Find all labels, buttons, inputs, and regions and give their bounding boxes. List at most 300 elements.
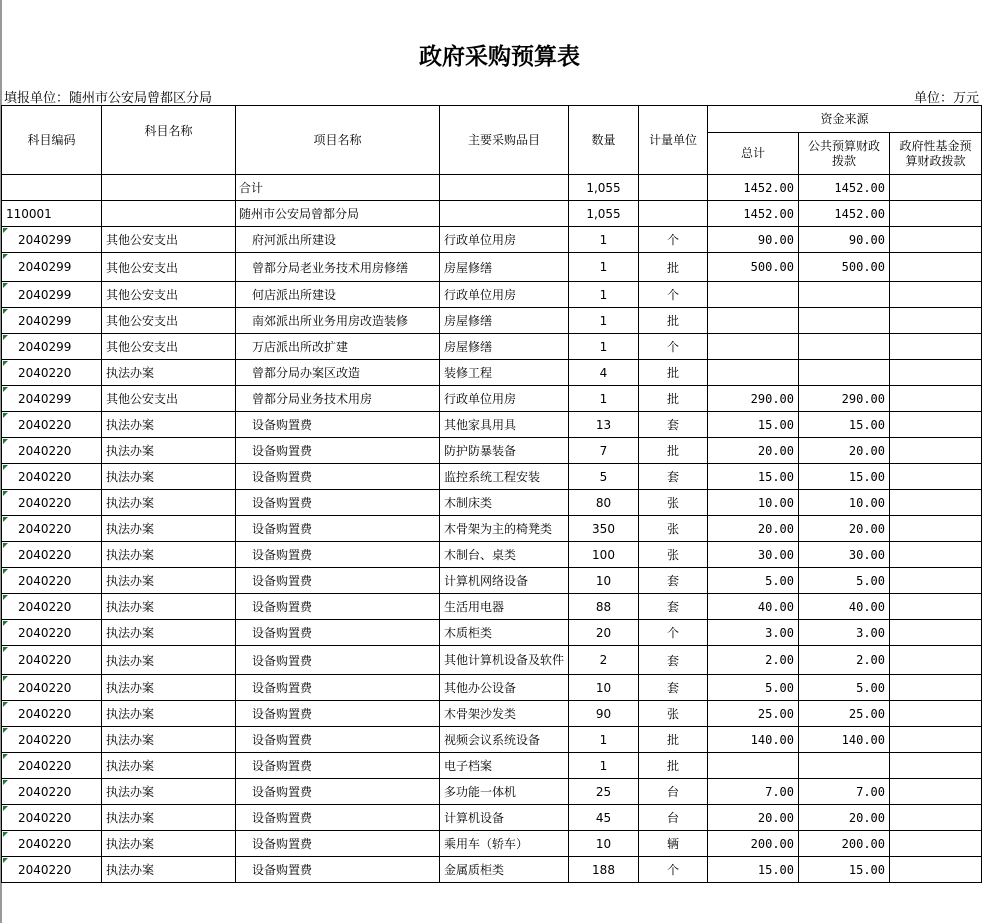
cell-subject[interactable]: 执法办案 — [102, 857, 236, 883]
cell-public-budget[interactable]: 7.00 — [799, 779, 890, 805]
budget-table — [1, 105, 982, 883]
cell-subject[interactable]: 其他公安支出 — [102, 253, 236, 282]
cell-quantity[interactable]: 2 — [569, 646, 639, 675]
cell-item[interactable]: 金属质柜类 — [440, 857, 569, 883]
cell-subject[interactable]: 其他公安支出 — [102, 386, 236, 412]
cell-unit[interactable]: 台 — [639, 779, 708, 805]
cell-item[interactable]: 行政单位用房 — [440, 227, 569, 253]
cell-project[interactable]: 设备购置费 — [236, 646, 440, 675]
cell-code[interactable]: 2040220 — [2, 701, 102, 727]
cell-total[interactable]: 20.00 — [708, 516, 799, 542]
cell-unit[interactable]: 批 — [639, 727, 708, 753]
cell-item[interactable]: 行政单位用房 — [440, 386, 569, 412]
cell-public-budget[interactable]: 1452.00 — [799, 175, 890, 201]
text-number-marker-icon — [3, 702, 8, 707]
cell-item[interactable]: 其他计算机设备及软件 — [440, 646, 569, 675]
cell-public-budget[interactable]: 20.00 — [799, 438, 890, 464]
table-row — [2, 620, 982, 646]
cell-total[interactable]: 10.00 — [708, 490, 799, 516]
cell-gov-fund-budget[interactable] — [890, 490, 982, 516]
cell-item[interactable]: 防护防暴装备 — [440, 438, 569, 464]
cell-total[interactable]: 5.00 — [708, 675, 799, 701]
cell-total[interactable] — [708, 753, 799, 779]
cell-public-budget[interactable] — [799, 334, 890, 360]
cell-unit[interactable]: 批 — [639, 438, 708, 464]
cell-item[interactable]: 木骨架沙发类 — [440, 701, 569, 727]
cell-quantity[interactable]: 10 — [569, 568, 639, 594]
cell-gov-fund-budget[interactable] — [890, 253, 982, 282]
cell-project[interactable]: 设备购置费 — [236, 490, 440, 516]
cell-code[interactable]: 2040220 — [2, 831, 102, 857]
table-row — [2, 805, 982, 831]
cell-quantity[interactable]: 1 — [569, 227, 639, 253]
cell-gov-fund-budget[interactable] — [890, 857, 982, 883]
cell-code[interactable]: 110001 — [2, 201, 102, 227]
reporting-unit-label: 填报单位：随州市公安局曾都区分局 — [4, 91, 213, 106]
table-row — [2, 201, 982, 227]
cell-total[interactable]: 30.00 — [708, 542, 799, 568]
cell-gov-fund-budget[interactable] — [890, 594, 982, 620]
text-number-marker-icon — [3, 780, 8, 785]
cell-gov-fund-budget[interactable] — [890, 464, 982, 490]
cell-total[interactable]: 200.00 — [708, 831, 799, 857]
text-number-marker-icon — [3, 361, 8, 366]
cell-project[interactable]: 曾都分局老业务技术用房修缮 — [236, 253, 440, 282]
cell-gov-fund-budget[interactable] — [890, 201, 982, 227]
cell-project[interactable]: 设备购置费 — [236, 675, 440, 701]
cell-public-budget[interactable]: 2.00 — [799, 646, 890, 675]
cell-project[interactable]: 曾都分局业务技术用房 — [236, 386, 440, 412]
cell-item[interactable]: 多功能一体机 — [440, 779, 569, 805]
cell-subject[interactable]: 执法办案 — [102, 464, 236, 490]
cell-project[interactable]: 设备购置费 — [236, 438, 440, 464]
cell-item[interactable]: 计算机设备 — [440, 805, 569, 831]
cell-unit[interactable]: 张 — [639, 701, 708, 727]
cell-gov-fund-budget[interactable] — [890, 282, 982, 308]
cell-project[interactable]: 设备购置费 — [236, 727, 440, 753]
table-row — [2, 646, 982, 675]
header-project: 项目名称 — [236, 106, 440, 175]
cell-total[interactable]: 40.00 — [708, 594, 799, 620]
cell-unit[interactable]: 个 — [639, 857, 708, 883]
cell-gov-fund-budget[interactable] — [890, 831, 982, 857]
cell-public-budget[interactable] — [799, 282, 890, 308]
cell-project[interactable]: 设备购置费 — [236, 831, 440, 857]
cell-total[interactable]: 15.00 — [708, 857, 799, 883]
cell-public-budget[interactable]: 40.00 — [799, 594, 890, 620]
table-row — [2, 831, 982, 857]
cell-quantity[interactable]: 1 — [569, 753, 639, 779]
cell-item[interactable]: 生活用电器 — [440, 594, 569, 620]
table-row — [2, 360, 982, 386]
cell-unit[interactable]: 套 — [639, 568, 708, 594]
cell-public-budget[interactable]: 20.00 — [799, 805, 890, 831]
cell-project[interactable]: 随州市公安局曾都分局 — [236, 201, 440, 227]
cell-gov-fund-budget[interactable] — [890, 386, 982, 412]
table-row — [2, 175, 982, 201]
cell-quantity[interactable]: 80 — [569, 490, 639, 516]
cell-public-budget[interactable]: 5.00 — [799, 675, 890, 701]
cell-subject[interactable]: 执法办案 — [102, 646, 236, 675]
cell-total[interactable]: 1452.00 — [708, 175, 799, 201]
cell-public-budget[interactable]: 10.00 — [799, 490, 890, 516]
table-row — [2, 516, 982, 542]
cell-total[interactable]: 3.00 — [708, 620, 799, 646]
text-number-marker-icon — [3, 676, 8, 681]
text-number-marker-icon — [3, 309, 8, 314]
cell-total[interactable]: 25.00 — [708, 701, 799, 727]
cell-project[interactable]: 曾都分局办案区改造 — [236, 360, 440, 386]
cell-quantity[interactable]: 13 — [569, 412, 639, 438]
cell-code[interactable]: 2040220 — [2, 360, 102, 386]
cell-project[interactable]: 合计 — [236, 175, 440, 201]
cell-subject[interactable]: 执法办案 — [102, 753, 236, 779]
cell-code[interactable]: 2040220 — [2, 568, 102, 594]
cell-subject[interactable]: 其他公安支出 — [102, 334, 236, 360]
header-item: 主要采购品目 — [440, 106, 569, 175]
cell-unit[interactable]: 批 — [639, 253, 708, 282]
cell-project[interactable]: 设备购置费 — [236, 805, 440, 831]
cell-unit[interactable]: 个 — [639, 334, 708, 360]
cell-item[interactable]: 其他家具用具 — [440, 412, 569, 438]
cell-public-budget[interactable]: 1452.00 — [799, 201, 890, 227]
table-row — [2, 779, 982, 805]
cell-quantity[interactable]: 350 — [569, 516, 639, 542]
cell-quantity[interactable]: 10 — [569, 831, 639, 857]
cell-subject[interactable]: 执法办案 — [102, 727, 236, 753]
cell-gov-fund-budget[interactable] — [890, 805, 982, 831]
cell-quantity[interactable]: 1 — [569, 282, 639, 308]
table-row — [2, 568, 982, 594]
cell-item[interactable]: 电子档案 — [440, 753, 569, 779]
cell-quantity[interactable]: 1 — [569, 727, 639, 753]
cell-total[interactable]: 20.00 — [708, 438, 799, 464]
cell-total[interactable]: 90.00 — [708, 227, 799, 253]
cell-item[interactable]: 木骨架为主的椅凳类 — [440, 516, 569, 542]
cell-project[interactable]: 设备购置费 — [236, 857, 440, 883]
cell-gov-fund-budget[interactable] — [890, 175, 982, 201]
cell-subject[interactable]: 执法办案 — [102, 568, 236, 594]
table-row — [2, 857, 982, 883]
cell-public-budget[interactable]: 140.00 — [799, 727, 890, 753]
cell-subject[interactable]: 其他公安支出 — [102, 282, 236, 308]
cell-total[interactable]: 15.00 — [708, 412, 799, 438]
cell-project[interactable]: 设备购置费 — [236, 753, 440, 779]
cell-gov-fund-budget[interactable] — [890, 227, 982, 253]
table-row — [2, 282, 982, 308]
cell-total[interactable]: 15.00 — [708, 464, 799, 490]
cell-subject[interactable]: 执法办案 — [102, 594, 236, 620]
cell-item[interactable] — [440, 201, 569, 227]
cell-code[interactable] — [2, 175, 102, 201]
cell-code[interactable]: 2040299 — [2, 334, 102, 360]
cell-unit[interactable]: 套 — [639, 675, 708, 701]
cell-project[interactable]: 设备购置费 — [236, 594, 440, 620]
table-row — [2, 253, 982, 282]
cell-code[interactable]: 2040220 — [2, 675, 102, 701]
cell-item[interactable]: 木制台、桌类 — [440, 542, 569, 568]
cell-code[interactable]: 2040299 — [2, 386, 102, 412]
cell-total[interactable]: 500.00 — [708, 253, 799, 282]
table-row — [2, 334, 982, 360]
cell-public-budget[interactable] — [799, 308, 890, 334]
cell-quantity[interactable]: 100 — [569, 542, 639, 568]
table-row — [2, 675, 982, 701]
cell-unit[interactable] — [639, 175, 708, 201]
cell-subject[interactable]: 执法办案 — [102, 490, 236, 516]
cell-gov-fund-budget[interactable] — [890, 620, 982, 646]
header-fund-source: 资金来源 — [708, 106, 982, 133]
cell-total[interactable]: 290.00 — [708, 386, 799, 412]
cell-subject[interactable] — [102, 201, 236, 227]
cell-item[interactable]: 装修工程 — [440, 360, 569, 386]
cell-project[interactable]: 府河派出所建设 — [236, 227, 440, 253]
text-number-marker-icon — [3, 335, 8, 340]
cell-unit[interactable]: 个 — [639, 227, 708, 253]
header-subject: 科目名称 — [102, 106, 236, 175]
page-title: 政府采购预算表 — [419, 43, 580, 70]
header-public-budget: 公共预算财政拨款 — [799, 133, 890, 175]
cell-quantity[interactable]: 1 — [569, 253, 639, 282]
cell-unit[interactable]: 批 — [639, 386, 708, 412]
text-number-marker-icon — [3, 621, 8, 626]
cell-total[interactable]: 5.00 — [708, 568, 799, 594]
cell-public-budget[interactable]: 20.00 — [799, 516, 890, 542]
cell-quantity[interactable]: 1,055 — [569, 201, 639, 227]
text-number-marker-icon — [3, 387, 8, 392]
cell-gov-fund-budget[interactable] — [890, 438, 982, 464]
cell-total[interactable] — [708, 308, 799, 334]
cell-code[interactable]: 2040220 — [2, 594, 102, 620]
cell-quantity[interactable]: 1 — [569, 334, 639, 360]
cell-subject[interactable]: 执法办案 — [102, 779, 236, 805]
cell-subject[interactable]: 其他公安支出 — [102, 227, 236, 253]
text-number-marker-icon — [3, 413, 8, 418]
cell-public-budget[interactable]: 500.00 — [799, 253, 890, 282]
cell-code[interactable]: 2040220 — [2, 438, 102, 464]
cell-public-budget[interactable] — [799, 360, 890, 386]
cell-item[interactable]: 其他办公设备 — [440, 675, 569, 701]
cell-code[interactable]: 2040220 — [2, 779, 102, 805]
cell-total[interactable]: 1452.00 — [708, 201, 799, 227]
text-number-marker-icon — [3, 228, 8, 233]
cell-item[interactable]: 乘用车（轿车） — [440, 831, 569, 857]
cell-public-budget[interactable]: 90.00 — [799, 227, 890, 253]
cell-quantity[interactable]: 10 — [569, 675, 639, 701]
text-number-marker-icon — [3, 283, 8, 288]
cell-public-budget[interactable]: 15.00 — [799, 464, 890, 490]
cell-unit[interactable]: 张 — [639, 516, 708, 542]
cell-unit[interactable]: 套 — [639, 646, 708, 675]
cell-code[interactable]: 2040299 — [2, 282, 102, 308]
cell-item[interactable]: 行政单位用房 — [440, 282, 569, 308]
cell-project[interactable]: 设备购置费 — [236, 701, 440, 727]
cell-item[interactable]: 视频会议系统设备 — [440, 727, 569, 753]
cell-gov-fund-budget[interactable] — [890, 568, 982, 594]
cell-total[interactable] — [708, 282, 799, 308]
cell-project[interactable]: 设备购置费 — [236, 542, 440, 568]
cell-gov-fund-budget[interactable] — [890, 334, 982, 360]
cell-item[interactable]: 木质柜类 — [440, 620, 569, 646]
cell-subject[interactable]: 执法办案 — [102, 412, 236, 438]
cell-subject[interactable] — [102, 175, 236, 201]
table-row — [2, 386, 982, 412]
cell-subject[interactable]: 执法办案 — [102, 516, 236, 542]
table-row — [2, 412, 982, 438]
text-number-marker-icon — [3, 728, 8, 733]
cell-public-budget[interactable]: 15.00 — [799, 857, 890, 883]
cell-project[interactable]: 设备购置费 — [236, 620, 440, 646]
cell-public-budget[interactable]: 5.00 — [799, 568, 890, 594]
cell-unit[interactable]: 张 — [639, 542, 708, 568]
cell-unit[interactable]: 批 — [639, 753, 708, 779]
cell-item[interactable]: 计算机网络设备 — [440, 568, 569, 594]
cell-quantity[interactable]: 1 — [569, 308, 639, 334]
cell-code[interactable]: 2040220 — [2, 542, 102, 568]
cell-unit[interactable]: 批 — [639, 360, 708, 386]
cell-quantity[interactable]: 188 — [569, 857, 639, 883]
cell-item[interactable]: 房屋修缮 — [440, 253, 569, 282]
cell-subject[interactable]: 执法办案 — [102, 620, 236, 646]
table-row — [2, 227, 982, 253]
cell-quantity[interactable]: 25 — [569, 779, 639, 805]
cell-total[interactable]: 20.00 — [708, 805, 799, 831]
cell-subject[interactable]: 执法办案 — [102, 542, 236, 568]
cell-code[interactable]: 2040220 — [2, 490, 102, 516]
cell-code[interactable]: 2040220 — [2, 727, 102, 753]
cell-code[interactable]: 2040220 — [2, 412, 102, 438]
cell-total[interactable] — [708, 360, 799, 386]
cell-public-budget[interactable]: 15.00 — [799, 412, 890, 438]
cell-unit[interactable]: 个 — [639, 282, 708, 308]
cell-item[interactable] — [440, 175, 569, 201]
cell-subject[interactable]: 执法办案 — [102, 675, 236, 701]
table-row — [2, 490, 982, 516]
cell-quantity[interactable]: 20 — [569, 620, 639, 646]
cell-code[interactable]: 2040299 — [2, 253, 102, 282]
cell-public-budget[interactable]: 290.00 — [799, 386, 890, 412]
cell-project[interactable]: 设备购置费 — [236, 568, 440, 594]
cell-unit[interactable]: 套 — [639, 464, 708, 490]
cell-project[interactable]: 设备购置费 — [236, 464, 440, 490]
text-number-marker-icon — [3, 832, 8, 837]
cell-item[interactable]: 房屋修缮 — [440, 334, 569, 360]
cell-unit[interactable]: 套 — [639, 594, 708, 620]
cell-project[interactable]: 设备购置费 — [236, 516, 440, 542]
cell-gov-fund-budget[interactable] — [890, 412, 982, 438]
cell-gov-fund-budget[interactable] — [890, 675, 982, 701]
cell-subject[interactable]: 执法办案 — [102, 360, 236, 386]
text-number-marker-icon — [3, 254, 8, 259]
cell-unit[interactable]: 个 — [639, 620, 708, 646]
cell-code[interactable]: 2040220 — [2, 620, 102, 646]
cell-total[interactable] — [708, 334, 799, 360]
cell-code[interactable]: 2040220 — [2, 516, 102, 542]
cell-gov-fund-budget[interactable] — [890, 753, 982, 779]
header-total: 总计 — [708, 133, 799, 175]
text-number-marker-icon — [3, 569, 8, 574]
cell-quantity[interactable]: 45 — [569, 805, 639, 831]
text-number-marker-icon — [3, 647, 8, 652]
cell-gov-fund-budget[interactable] — [890, 542, 982, 568]
cell-subject[interactable]: 执法办案 — [102, 805, 236, 831]
cell-item[interactable]: 房屋修缮 — [440, 308, 569, 334]
cell-item[interactable]: 木制床类 — [440, 490, 569, 516]
cell-quantity[interactable]: 7 — [569, 438, 639, 464]
cell-gov-fund-budget[interactable] — [890, 360, 982, 386]
header-code: 科目编码 — [2, 106, 102, 175]
cell-unit[interactable]: 台 — [639, 805, 708, 831]
cell-quantity[interactable]: 90 — [569, 701, 639, 727]
cell-quantity[interactable]: 4 — [569, 360, 639, 386]
text-number-marker-icon — [3, 491, 8, 496]
header-unit: 计量单位 — [639, 106, 708, 175]
cell-subject[interactable]: 其他公安支出 — [102, 308, 236, 334]
cell-quantity[interactable]: 88 — [569, 594, 639, 620]
cell-code[interactable]: 2040299 — [2, 308, 102, 334]
cell-gov-fund-budget[interactable] — [890, 516, 982, 542]
table-row — [2, 438, 982, 464]
currency-unit-label: 单位：万元 — [913, 91, 979, 106]
cell-subject[interactable]: 执法办案 — [102, 701, 236, 727]
cell-project[interactable]: 设备购置费 — [236, 779, 440, 805]
header-gov-fund-budget: 政府性基金预算财政拨款 — [890, 133, 982, 175]
cell-gov-fund-budget[interactable] — [890, 701, 982, 727]
cell-public-budget[interactable] — [799, 753, 890, 779]
cell-quantity[interactable]: 1,055 — [569, 175, 639, 201]
cell-subject[interactable]: 执法办案 — [102, 831, 236, 857]
cell-public-budget[interactable]: 3.00 — [799, 620, 890, 646]
table-row — [2, 542, 982, 568]
cell-gov-fund-budget[interactable] — [890, 646, 982, 675]
cell-project[interactable]: 设备购置费 — [236, 412, 440, 438]
cell-quantity[interactable]: 1 — [569, 386, 639, 412]
cell-code[interactable]: 2040220 — [2, 753, 102, 779]
text-number-marker-icon — [3, 517, 8, 522]
table-row — [2, 464, 982, 490]
header-quantity: 数量 — [569, 106, 639, 175]
cell-code[interactable]: 2040220 — [2, 646, 102, 675]
cell-gov-fund-budget[interactable] — [890, 308, 982, 334]
cell-gov-fund-budget[interactable] — [890, 727, 982, 753]
cell-unit[interactable] — [639, 201, 708, 227]
cell-public-budget[interactable]: 25.00 — [799, 701, 890, 727]
cell-public-budget[interactable]: 30.00 — [799, 542, 890, 568]
cell-total[interactable]: 140.00 — [708, 727, 799, 753]
cell-code[interactable]: 2040220 — [2, 805, 102, 831]
cell-project[interactable]: 万店派出所改扩建 — [236, 334, 440, 360]
cell-project[interactable]: 何店派出所建设 — [236, 282, 440, 308]
text-number-marker-icon — [3, 806, 8, 811]
cell-total[interactable]: 7.00 — [708, 779, 799, 805]
cell-unit[interactable]: 套 — [639, 412, 708, 438]
cell-code[interactable]: 2040220 — [2, 464, 102, 490]
cell-unit[interactable]: 批 — [639, 308, 708, 334]
cell-quantity[interactable]: 5 — [569, 464, 639, 490]
cell-unit[interactable]: 张 — [639, 490, 708, 516]
cell-total[interactable]: 2.00 — [708, 646, 799, 675]
cell-subject[interactable]: 执法办案 — [102, 438, 236, 464]
cell-code[interactable]: 2040220 — [2, 857, 102, 883]
text-number-marker-icon — [3, 595, 8, 600]
cell-project[interactable]: 南郊派出所业务用房改造装修 — [236, 308, 440, 334]
table-row — [2, 753, 982, 779]
cell-public-budget[interactable]: 200.00 — [799, 831, 890, 857]
cell-gov-fund-budget[interactable] — [890, 779, 982, 805]
cell-code[interactable]: 2040299 — [2, 227, 102, 253]
cell-item[interactable]: 监控系统工程安装 — [440, 464, 569, 490]
cell-unit[interactable]: 辆 — [639, 831, 708, 857]
